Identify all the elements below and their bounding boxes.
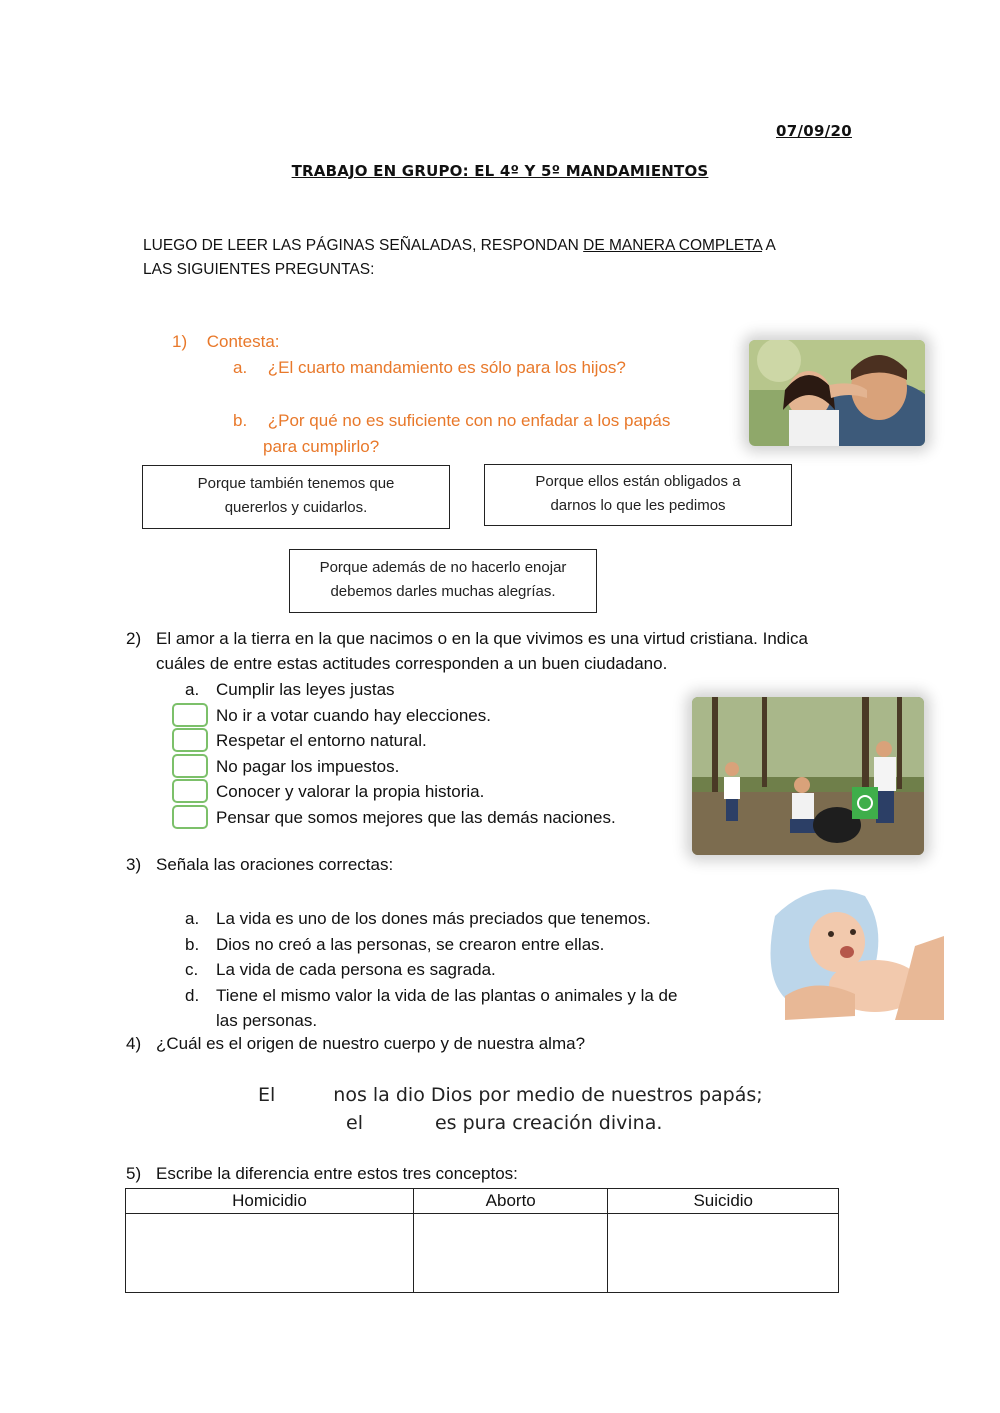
list-item [185, 754, 616, 780]
father-daughter-photo [749, 340, 925, 446]
checkbox[interactable] [172, 754, 208, 778]
question-3-sentences [185, 906, 745, 1034]
question-1b-letter: b. [233, 411, 248, 430]
question-1b [233, 408, 670, 460]
fill-in-sentence-1 [258, 1084, 763, 1106]
question-1b-text-line2: para cumplirlo? [263, 437, 380, 456]
table-row [126, 1214, 839, 1293]
answer-option-2-line1: Porque ellos están obligados a [535, 473, 741, 490]
option-text: Respetar el entorno natural. [216, 731, 427, 750]
worksheet-title: TRABAJO EN GRUPO: EL 4º Y 5º MANDAMIENTOS [291, 162, 709, 180]
fill-in-sentence-2 [346, 1112, 662, 1134]
fill-in-1-start: El [258, 1084, 276, 1106]
instructions-text: LUEGO DE LEER LAS PÁGINAS SEÑALADAS, RESPONDAN [143, 237, 584, 254]
option-text: Cumplir las leyes justas [216, 680, 395, 699]
sentence-letter: c. [185, 960, 199, 979]
answer-option-2-line2: darnos lo que les pedimos [550, 497, 726, 514]
answer-cell-homicidio[interactable] [126, 1214, 414, 1293]
question-5-number: 5) [126, 1164, 142, 1183]
sentence-text: Tiene el mismo valor la vida de las plantas o animales y la de [216, 985, 678, 1005]
baby-photo [755, 876, 944, 1020]
instructions-emphasis: DE MANERA COMPLETA [583, 237, 763, 254]
answer-option-3[interactable] [289, 549, 597, 613]
option-text: No pagar los impuestos. [216, 756, 400, 776]
sentence-text: La vida de cada persona es sagrada. [216, 960, 496, 979]
question-4-text: ¿Cuál es el origen de nuestro cuerpo y de nuestra alma? [156, 1034, 586, 1053]
list-item[interactable] [185, 932, 745, 958]
answer-option-1[interactable] [142, 465, 450, 529]
question-5 [126, 1164, 518, 1184]
baby-illustration [755, 876, 944, 1020]
question-4-number: 4) [126, 1034, 142, 1053]
sentence-letter: d. [185, 985, 200, 1005]
question-1a-letter: a. [233, 358, 248, 377]
question-1-heading [172, 332, 280, 352]
list-item [185, 805, 616, 831]
answer-option-3-line1: Porque además de no hacerlo enojar [319, 559, 567, 576]
sentence-letter: a. [185, 909, 200, 928]
question-1a-text: ¿El cuarto mandamiento es sólo para los hijos? [267, 358, 626, 377]
answer-option-1-line1: Porque también tenemos que [197, 475, 395, 492]
question-4 [126, 1034, 585, 1054]
list-item[interactable] [185, 957, 745, 983]
list-item [185, 728, 616, 754]
answer-option-3-line2: debemos darles muchas alegrías. [330, 583, 556, 600]
answer-cell-aborto[interactable] [413, 1214, 608, 1293]
option-letter: a. [185, 680, 200, 699]
question-2 [126, 626, 896, 676]
question-1-number: 1) [172, 332, 188, 351]
list-item [185, 677, 616, 703]
instructions-line2: LAS SIGUIENTES PREGUNTAS: [143, 261, 375, 278]
fill-in-1-end: nos la dio Dios por medio de nuestros papás; [333, 1084, 763, 1106]
sentence-text: La vida es uno de los dones más preciados que tenemos. [216, 909, 651, 928]
question-5-text: Escribe la diferencia entre estos tres conceptos: [156, 1164, 518, 1183]
sentence-text: Dios no creó a las personas, se crearon entre ellas. [216, 934, 605, 954]
checkbox[interactable] [172, 779, 208, 803]
answer-cell-suicidio[interactable] [608, 1214, 839, 1293]
sentence-text-line2: las personas. [216, 1011, 318, 1030]
question-1-label: Contesta: [206, 332, 280, 351]
list-item [185, 703, 616, 729]
question-2-line1: El amor a la tierra en la que nacimos o en la que vivimos es una virtud cristiana. Indica [156, 629, 808, 648]
question-3-text: Señala las oraciones correctas: [156, 855, 394, 874]
park-cleanup-illustration [692, 697, 924, 855]
sentence-letter: b. [185, 934, 200, 954]
question-1b-text-line1: ¿Por qué no es suficiente con no enfadar a los papás [267, 411, 671, 430]
fill-in-2-start: el [346, 1112, 363, 1134]
date: 07/09/20 [776, 122, 852, 140]
concepts-table [125, 1188, 839, 1293]
answer-option-1-line2: quererlos y cuidarlos. [224, 499, 368, 516]
option-text: Pensar que somos mejores que las demás naciones. [216, 807, 616, 827]
column-header-aborto: Aborto [413, 1189, 608, 1214]
question-2-line2: cuáles de entre estas actitudes corresponden a un buen ciudadano. [156, 654, 668, 673]
question-2-options [185, 677, 616, 830]
list-item [185, 779, 616, 805]
column-header-homicidio: Homicidio [126, 1189, 414, 1214]
option-text: No ir a votar cuando hay elecciones. [216, 705, 491, 725]
list-item[interactable] [185, 983, 745, 1034]
list-item[interactable] [185, 906, 745, 932]
option-text: Conocer y valorar la propia historia. [216, 782, 485, 801]
checkbox[interactable] [172, 728, 208, 752]
column-header-suicidio: Suicidio [608, 1189, 839, 1214]
answer-option-2[interactable] [484, 464, 792, 526]
father-daughter-illustration [749, 340, 925, 446]
question-1a [233, 358, 626, 378]
fill-in-2-end: es pura creación divina. [434, 1112, 663, 1134]
instructions [143, 234, 853, 282]
question-3 [126, 855, 393, 875]
checkbox[interactable] [172, 805, 208, 829]
park-cleanup-photo [692, 697, 924, 855]
question-3-number: 3) [126, 855, 142, 874]
checkbox[interactable] [172, 703, 208, 727]
instructions-text-end: A [762, 237, 776, 254]
question-2-number: 2) [126, 629, 142, 648]
table-header-row [126, 1189, 839, 1214]
